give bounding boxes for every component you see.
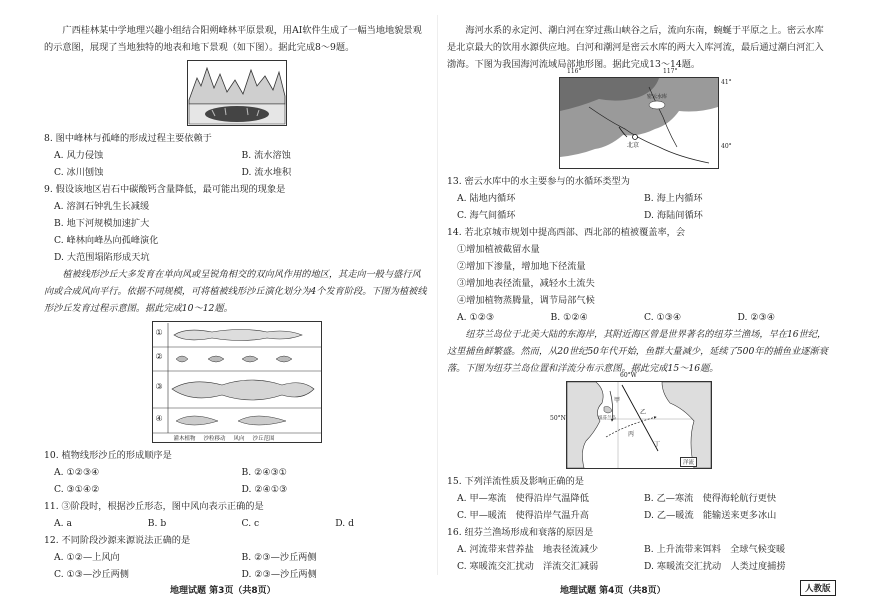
legend-wind: 风向 xyxy=(233,436,245,442)
map-label-miyun: 密云水库 xyxy=(647,94,668,100)
left-column xyxy=(44,22,429,583)
legend-shrub: 灌木植物 xyxy=(173,436,196,442)
option-c[interactable]: C. 冰川刨蚀 xyxy=(54,167,104,178)
right-column xyxy=(447,22,831,575)
map-lat-40: 40° xyxy=(721,143,732,150)
option-c[interactable]: C. ①③④ xyxy=(644,312,682,323)
question-stem: 13. 密云水库中的水主要参与的水循环类型为 xyxy=(447,176,630,187)
option-a[interactable]: A. 溶洞石钟乳生长减缓 xyxy=(54,201,150,212)
option-d[interactable]: D. ②③④ xyxy=(737,312,776,323)
dune-stages-figure xyxy=(152,321,322,443)
option-d[interactable]: D. 寒暖流交汇扰动 人类过度捕捞 xyxy=(644,561,786,572)
option-c[interactable]: C. c xyxy=(241,518,260,529)
option-b[interactable]: B. 流水溶蚀 xyxy=(241,150,291,161)
question-15 xyxy=(447,473,831,524)
map-label-beijing: 北京 xyxy=(627,142,640,149)
question-12 xyxy=(44,532,429,583)
question-9 xyxy=(44,181,429,266)
map-label-jia: 甲 xyxy=(614,397,621,404)
legend-sand-move: 沙粒移动 xyxy=(203,436,226,442)
column-divider xyxy=(437,15,438,575)
stage-label-3: ③ xyxy=(155,382,163,391)
option-d[interactable]: D. d xyxy=(335,518,355,529)
question-stem: 14. 若北京城市规划中提高西部、西北部的植被覆盖率，会 xyxy=(447,227,686,238)
map-label-bing: 丙 xyxy=(628,431,635,438)
question-stem: 16. 纽芬兰渔场形成和衰落的原因是 xyxy=(447,527,594,538)
map-label-ding: 丁 xyxy=(654,441,661,448)
map-label-newfoundland: 纽芬兰岛 xyxy=(598,416,616,421)
option-b[interactable]: B. ①②④ xyxy=(550,312,588,323)
option-c[interactable]: C. ①③—沙丘两侧 xyxy=(54,569,129,580)
question-10 xyxy=(44,447,429,498)
option-b[interactable]: B. 乙—寒流 使得海轮航行更快 xyxy=(644,493,777,504)
option-d[interactable]: D. 大范围塌陷形成天坑 xyxy=(54,252,150,263)
map-lon-60w: 60°W xyxy=(620,372,637,379)
map-legend-current: 洋流 xyxy=(680,457,697,467)
option-c[interactable]: C. 峰林向峰丛向孤峰演化 xyxy=(54,235,159,246)
question-stem: 11. ③阶段时，根据沙丘形态，图中风向表示正确的是 xyxy=(44,501,264,512)
option-b[interactable]: B. 上升流带来饵料 全球气候变暖 xyxy=(644,544,786,555)
figure-legend xyxy=(174,434,275,442)
karst-landscape-figure xyxy=(187,60,287,126)
option-d[interactable]: D. ②③—沙丘两侧 xyxy=(241,569,317,580)
question-stem: 12. 不同阶段沙源来源说法正确的是 xyxy=(44,535,191,546)
legend-dune-range: 沙丘范围 xyxy=(252,436,275,442)
statement-1: ①增加植被截留水量 xyxy=(457,244,540,255)
intro-dunes: 植被线形沙丘大多发育在单向风或呈锐角相交的双向风作用的地区，其走向一般与盛行风向或合成风向平行。依据不同规模，可将植被线形沙丘演化划分为4个发育阶段。下图为植被线形沙丘发育过程示意图。据此完成10～12题。 xyxy=(44,269,427,314)
intro-karst: 广西桂林某中学地理兴趣小组结合阳朔峰林平原景观，用AI软件生成了一幅当地地貌景观的示意图，展现了当地独特的地表和地下景观（如下图）。据此完成8～9题。 xyxy=(44,25,422,53)
option-b[interactable]: B. 海上内循环 xyxy=(644,193,703,204)
option-c[interactable]: C. ③①④② xyxy=(54,484,100,495)
haihe-topographic-map xyxy=(559,68,732,169)
page-footer-right: 地理试题 第4页（共8页） xyxy=(560,586,666,596)
question-13 xyxy=(447,173,831,224)
option-a[interactable]: A. ①②—上风向 xyxy=(54,552,120,563)
question-16 xyxy=(447,524,831,575)
map-lon-117: 117° xyxy=(663,68,678,75)
statement-4: ④增加植物蒸腾量，调节局部气候 xyxy=(457,295,595,306)
question-11 xyxy=(44,498,429,532)
option-a[interactable]: A. a xyxy=(54,518,72,529)
option-a[interactable]: A. 河流带来营养盐 地表径流减少 xyxy=(457,544,599,555)
question-14 xyxy=(447,224,831,326)
question-stem: 8. 图中峰林与孤峰的形成过程主要依赖于 xyxy=(44,133,212,144)
map-label-yi: 乙 xyxy=(640,409,647,416)
statement-3: ③增加地表径流量，减轻水土流失 xyxy=(457,278,595,289)
question-stem: 9. 假设该地区岩石中碳酸钙含量降低，最可能出现的现象是 xyxy=(44,184,286,195)
stage-label-1: ① xyxy=(155,328,163,337)
option-c[interactable]: C. 海气间循环 xyxy=(457,210,516,221)
option-a[interactable]: A. 风力侵蚀 xyxy=(54,150,104,161)
option-d[interactable]: D. 乙—暖流 能输送来更多冰山 xyxy=(644,510,777,521)
stage-label-2: ② xyxy=(155,352,163,361)
intro-haihe: 海河水系的永定河、潮白河在穿过燕山峡谷之后，流向东南，蜿蜒于平原之上。密云水库是北京最大的饮用水源供应地。白河和潮河是密云水库的两大入库河流，最后通过潮白河汇入渤海。下图为我国海河流域局部地形图。据此完成13～14题。 xyxy=(447,25,824,70)
map-lat-50n: 50°N xyxy=(550,415,566,422)
option-d[interactable]: D. 海陆间循环 xyxy=(644,210,703,221)
page-footer-left: 地理试题 第3页（共8页） xyxy=(170,586,276,596)
option-b[interactable]: B. ②④③① xyxy=(241,467,288,478)
stage-label-4: ④ xyxy=(155,414,163,423)
question-stem: 15. 下列洋流性质及影响正确的是 xyxy=(447,476,584,487)
option-a[interactable]: A. 甲—寒流 使得沿岸气温降低 xyxy=(457,493,589,504)
option-a[interactable]: A. 陆地内循环 xyxy=(457,193,516,204)
statement-2: ②增加下渗量，增加地下径流量 xyxy=(457,261,586,272)
question-stem: 10. 植物线形沙丘的形成顺序是 xyxy=(44,450,172,461)
option-c[interactable]: C. 甲—暖流 使得沿岸气温升高 xyxy=(457,510,589,521)
option-b[interactable]: B. 地下河规模加速扩大 xyxy=(54,218,150,229)
option-a[interactable]: A. ①②③ xyxy=(457,312,495,323)
intro-newfoundland: 纽芬兰岛位于北美大陆的东海岸，其附近海区曾是世界著名的纽芬兰渔场，早在16世纪，这里捕鱼鲜繁盛。然而，从20世纪50年代开始，鱼群大量减少，延续了500年的捕鱼业逐渐衰落。下图为纽芬兰岛位置和洋流分布示意图。据此完成15～16题。 xyxy=(447,329,828,374)
edition-badge: 人教版 xyxy=(800,580,836,596)
option-d[interactable]: D. 流水堆积 xyxy=(241,167,292,178)
option-c[interactable]: C. 寒暖流交汇扰动 洋流交汇减弱 xyxy=(457,561,599,572)
newfoundland-current-map xyxy=(550,372,712,469)
map-lat-41: 41° xyxy=(721,79,732,86)
map-lon-116: 116° xyxy=(567,68,582,75)
option-b[interactable]: B. b xyxy=(147,518,167,529)
option-d[interactable]: D. ②④①③ xyxy=(241,484,288,495)
option-b[interactable]: B. ②③—沙丘两侧 xyxy=(241,552,317,563)
question-8 xyxy=(44,130,429,181)
option-a[interactable]: A. ①②③④ xyxy=(54,467,100,478)
